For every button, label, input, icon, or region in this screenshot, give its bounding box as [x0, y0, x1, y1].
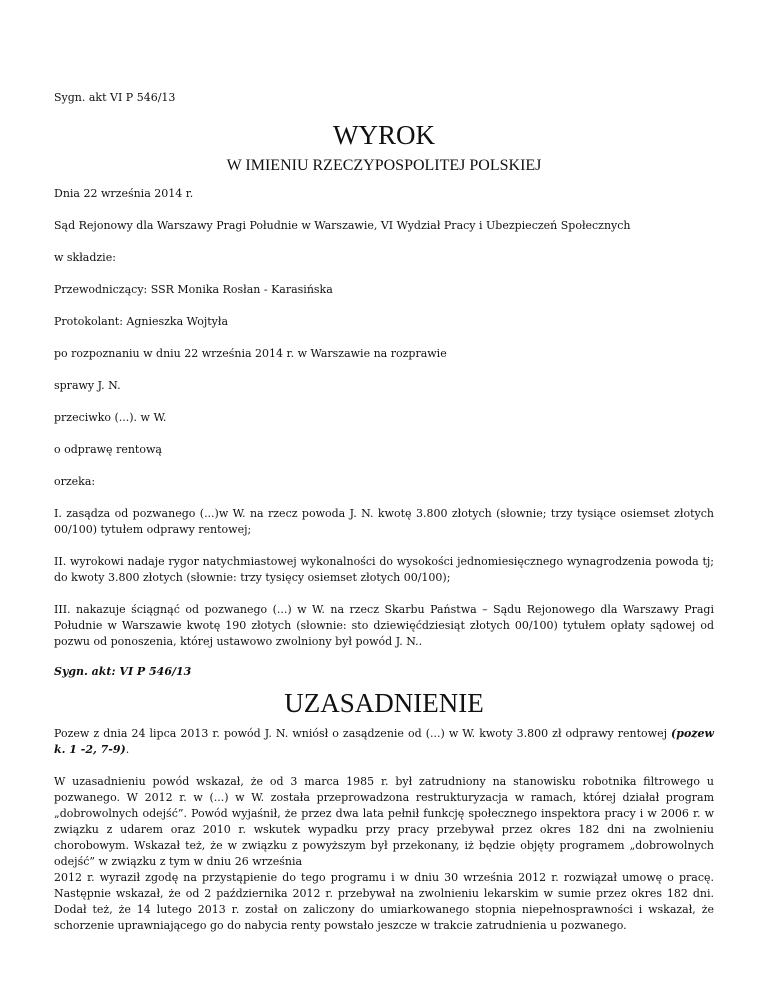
case-signature: Sygn. akt VI P 546/13: [54, 91, 176, 104]
rules-label: orzeka:: [54, 475, 96, 488]
case-subject: o odprawę rentową: [54, 443, 162, 456]
paragraph-end: .: [125, 743, 130, 756]
defendant: przeciwko (...). w W.: [54, 411, 167, 424]
court-clerk: Protokolant: Agnieszka Wojtyła: [54, 315, 229, 328]
justification-paragraph-2: W uzasadnieniu powód wskazał, że od 3 marca 1985 r. był zatrudniony na stanowisku robotnika filtrowego u pozwanego. W 2012 r. w (...) w W. została przeprowadzona restrukturyzacja w ramach, której działał program „dobrowolnych odejść”. Powód wyjaśnił, że przez dwa lata pełnił funkcję społecznego inspektora pracy i w 2006 r. w związku z udarem oraz 2010 r. wskutek wypadku przy pracy przebywał przez okres 182 dni na zwolnieniu chorobowym. Wskazał też, że w związku z powyższym był przekonany, iż będzie objęty programem „dobrowolnych odejść” w związku z tym w dniu 26 września: [54, 775, 714, 868]
paragraph-text: Pozew z dnia 24 lipca 2013 r. powód J. N. wniósł o zasądzenie od (...) w W. kwoty 3.800 zł odprawy rentowej: [54, 727, 672, 740]
judgment-subtitle: W IMIENIU RZECZYPOSPOLITEJ POLSKIEJ: [226, 157, 542, 174]
justification-paragraph-3: 2012 r. wyraził zgodę na przystąpienie do tego programu i w dniu 30 września 2012 r. rozwiązał umowę o pracę. Następnie wskazał, że od 2 października 2012 r. przebywał na zwolnieniu lekarskim w sumie przez okres 182 dni. Dodał też, że 14 lutego 2013 r. został on zaliczony do umiarkowanego stopnia niepełnosprawności i wskazał, że schorzenie uprawniającego go do nabycia renty powstało jeszcze w trakcie zatrudnienia u pozwanego.: [54, 871, 714, 932]
case-party: sprawy J. N.: [54, 379, 121, 392]
judgment-title: WYROK: [333, 120, 435, 150]
hearing-info: po rozpoznaniu w dniu 22 września 2014 r. w Warszawie na rozprawie: [54, 347, 447, 360]
ruling-item-1: I. zasądza od pozwanego (...)w W. na rzecz powoda J. N. kwotę 3.800 złotych (słownie; trzy tysiące osiemset złotych 00/100) tytułem odprawy rentowej;: [54, 507, 714, 536]
justification-paragraph-1: [54, 726, 714, 758]
ruling-item-3: III. nakazuje ściągnąć od pozwanego (...) w W. na rzecz Skarbu Państwa – Sądu Rejonowego dla Warszawy Pragi Południe w Warszawie kwotę 190 złotych (słownie: sto dziewięćdziesiąt złotych 00/100) tytułem opłaty sądowej od pozwu od ponoszenia, której ustawowo zwolniony był powód J. N..: [54, 603, 714, 648]
presiding-judge: Przewodniczący: SSR Monika Rosłan - Karasińska: [54, 283, 333, 296]
justification-signature: Sygn. akt: VI P 546/13: [54, 665, 192, 678]
court-name: Sąd Rejonowy dla Warszawy Pragi Południe w Warszawie, VI Wydział Pracy i Ubezpieczeń Społecznych: [54, 219, 631, 232]
citation-reference: (pozew k. 1 -2, 7-9): [54, 727, 714, 756]
justification-title: UZASADNIENIE: [284, 688, 484, 718]
composition-label: w składzie:: [54, 251, 116, 264]
judgment-date: Dnia 22 września 2014 r.: [54, 187, 194, 200]
ruling-item-2: II. wyrokowi nadaje rygor natychmiastowej wykonalności do wysokości jednomiesięcznego wynagrodzenia powoda tj; do kwoty 3.800 złotych (słownie: trzy tysięcy osiemset złotych 00/100);: [54, 555, 714, 584]
